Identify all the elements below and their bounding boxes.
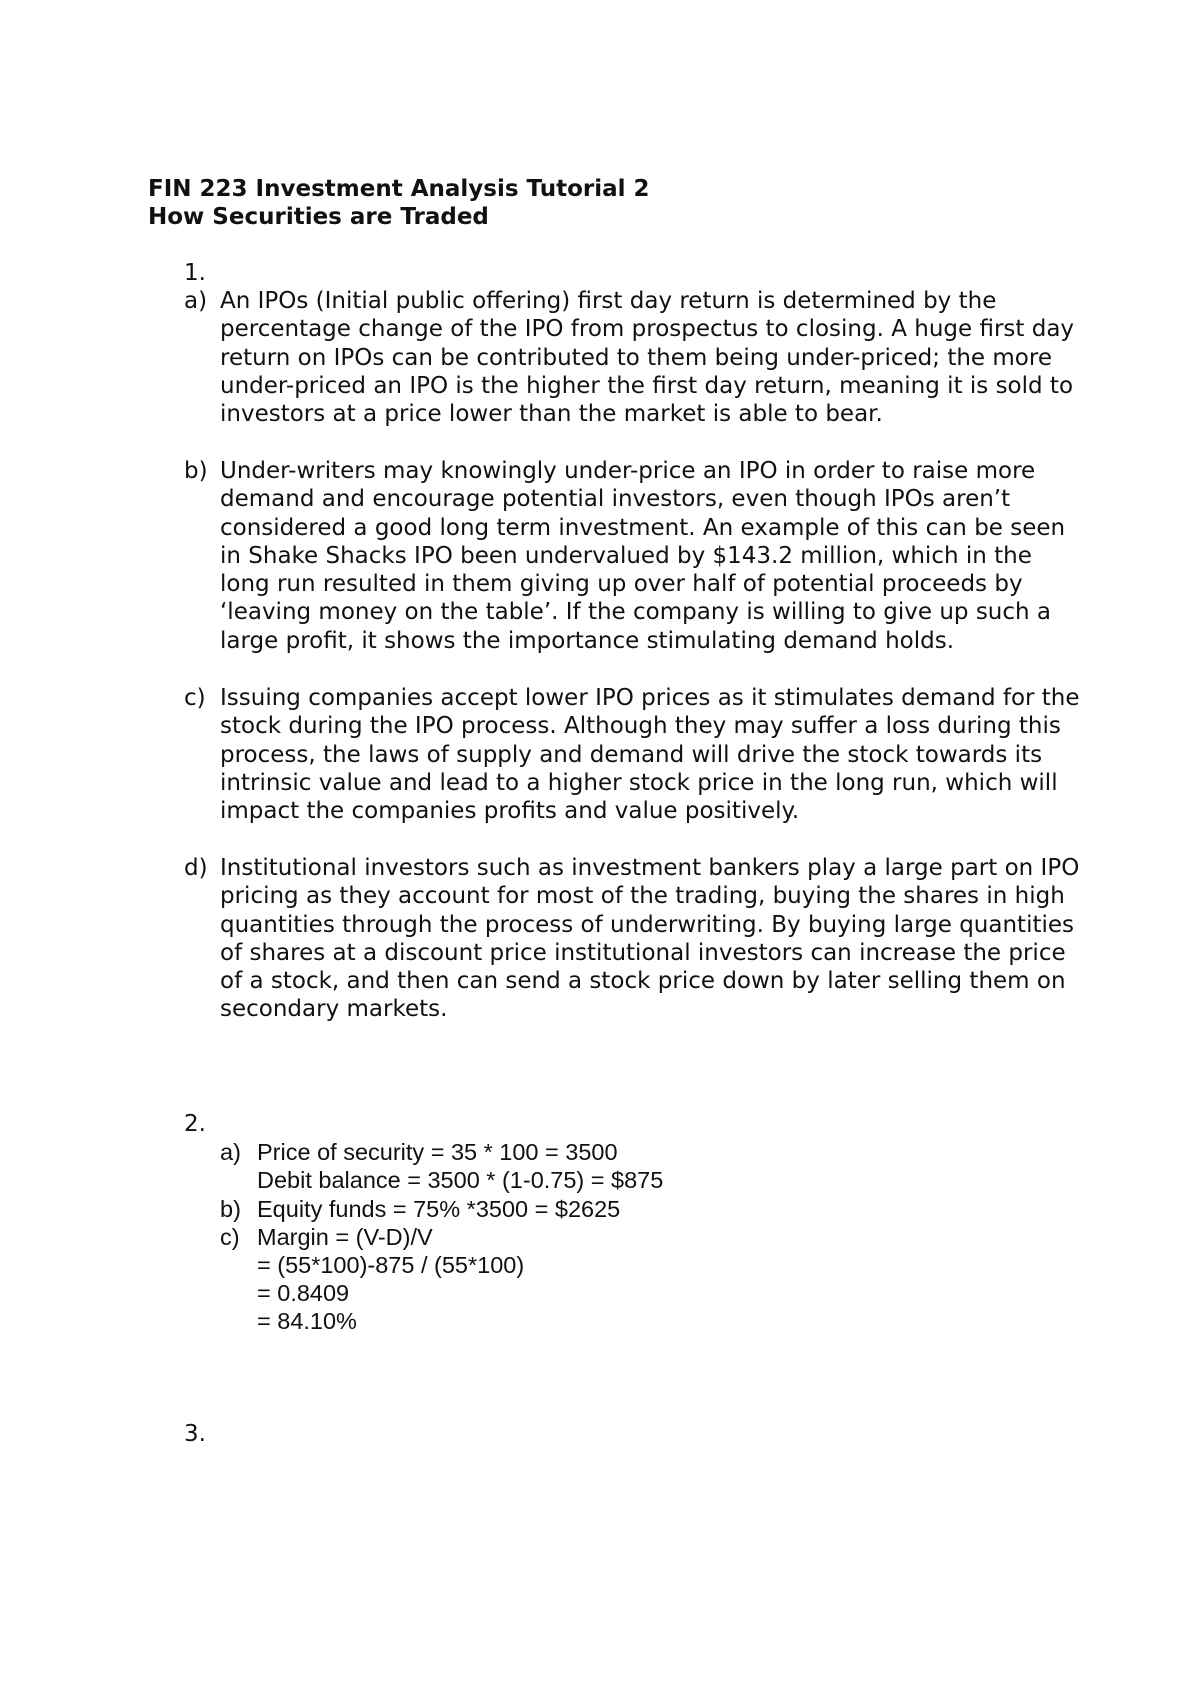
question-1-number: 1.: [184, 260, 206, 286]
calc-line: = 84.10%: [257, 1308, 357, 1334]
calc-line: Margin = (V-D)/V: [257, 1224, 433, 1250]
q1-answer-b: [184, 457, 1084, 655]
calc-line: = 0.8409: [257, 1280, 350, 1306]
q1-answer-d: [184, 854, 1084, 1024]
answer-text: Under-writers may knowingly under-price an IPO in order to raise more demand and encourage potential investors, even though IPOs aren’t considered a good long term investment. An example of this can be seen in Shake Shacks IPO been undervalued by $143.2 million, which in the long run resulted in them giving up over half of potential proceeds by ‘leaving money on the table’. If the company is willing to give up such a large profit, it shows the importance stimulating demand holds.: [220, 458, 1066, 654]
list-marker: a): [184, 288, 208, 314]
answer-text: Issuing companies accept lower IPO prices as it stimulates demand for the stock during the IPO process. Although they may suffer a loss during this process, the laws of supply and demand will drive the stock towards its intrinsic value and lead to a higher stock price in the long run, which will impact the companies profits and value positively.: [220, 685, 1080, 825]
q1-answer-a: [184, 287, 1084, 428]
document-title: FIN 223 Investment Analysis Tutorial 2: [148, 176, 650, 202]
answer-text: An IPOs (Initial public offering) first day return is determined by the percentage change of the IPO from prospectus to closing. A huge first day return on IPOs can be contributed to them being under-priced; the more under-priced an IPO is the higher the first day return, meaning it is sold to investors at a price lower than the market is able to bear.: [220, 288, 1075, 428]
question-2-number: 2.: [184, 1111, 206, 1137]
q1-answer-c: [184, 684, 1084, 825]
list-marker: a): [220, 1139, 241, 1165]
question-3-number: 3.: [184, 1421, 206, 1447]
calc-line: = (55*100)-875 / (55*100): [257, 1252, 525, 1278]
calc-line: Debit balance = 3500 * (1-0.75) = $875: [257, 1167, 664, 1193]
answer-text: Institutional investors such as investment bankers play a large part on IPO pricing as they account for most of the trading, buying the shares in high quantities through the process of underwriting. By buying large quantities of shares at a discount price institutional investors can increase the price of a stock, and then can send a stock price down by later selling them on secondary markets.: [220, 855, 1080, 1023]
list-marker: b): [184, 458, 208, 484]
list-marker: b): [220, 1196, 241, 1222]
list-marker: c): [184, 685, 206, 711]
calc-line: Equity funds = 75% *3500 = $2625: [257, 1196, 621, 1222]
list-marker: d): [184, 855, 208, 881]
calc-line: Price of security = 35 * 100 = 3500: [257, 1139, 618, 1165]
list-marker: c): [220, 1224, 240, 1250]
document-subtitle: How Securities are Traded: [148, 204, 489, 230]
